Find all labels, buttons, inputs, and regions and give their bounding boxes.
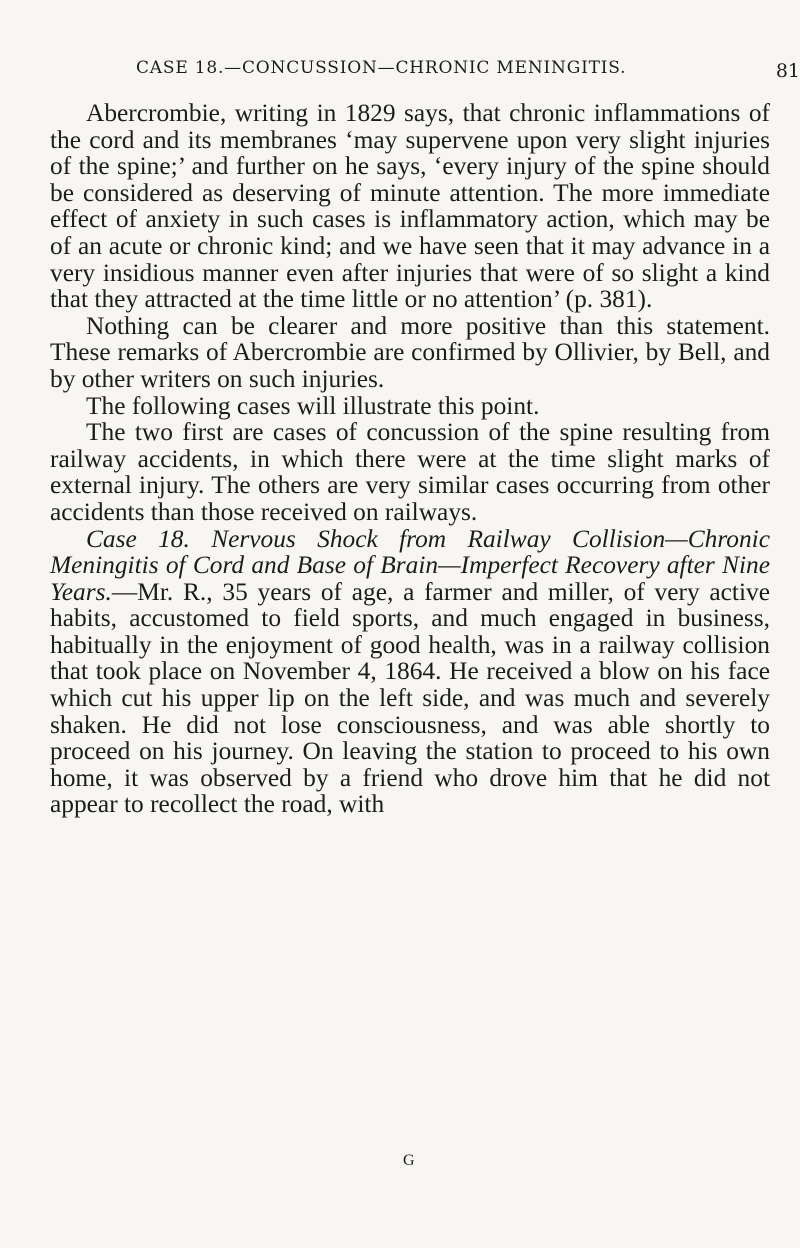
- case-description: —Mr. R., 35 years of age, a farmer and miller, of very active habits, accustomed to field sports, and much engaged in business, habitually in the enjoyment of good health, was in a railway collision that took place on November 4, 1864. He received a blow on his face which cut his upper lip on the left side, and was much and severely shaken. He did not lose consciousness, and was able shortly to proceed on his journey. On leaving the station to proceed to his own home, it was observed by a friend who drove him that he did not appear to recollect the road, with: [50, 577, 770, 819]
- paragraph-following-cases: The following cases will illustrate this point.: [86, 391, 540, 420]
- page-body: [50, 100, 770, 818]
- running-title: CASE 18.—CONCUSSION—CHRONIC MENINGITIS.: [136, 58, 627, 78]
- page-number: 81: [775, 60, 800, 82]
- signature-mark: G: [403, 1152, 415, 1169]
- case-18-paragraph: [50, 526, 770, 819]
- paragraph-abercrombie-quote: Abercrombie, writing in 1829 says, that chronic inflammations of the cord and its membranes ‘may supervene upon very slight injuries of the spine;’ and further on he says, ‘every injury of the spine should be considered as deserving of minute attention. The more immediate effect of anxiety in such cases is inflammatory action, which may be of an acute or chronic kind; and we have seen that it may advance in a very insidious manner even after injuries that were of so slight a kind that they attracted at the time little or no attention’ (p. 381).: [50, 99, 770, 314]
- paragraph-case-overview: The two first are cases of concussion of the spine resulting from railway accidents, in which there were at the time slight marks of external injury. The others are very similar cases occurring from other accidents than those received on railways.: [50, 418, 770, 526]
- case-heading: Case 18. Nervous Shock from Railway Collision—Chronic Meningitis of Cord and Base of Brain—Imperfect Recovery after Nine Years.: [50, 524, 770, 606]
- paragraph-confirmation: Nothing can be clearer and more positive than this statement. These remarks of Abercrombie are confirmed by Ollivier, by Bell, and by other writers on such injuries.: [50, 311, 770, 393]
- running-header: [50, 58, 800, 90]
